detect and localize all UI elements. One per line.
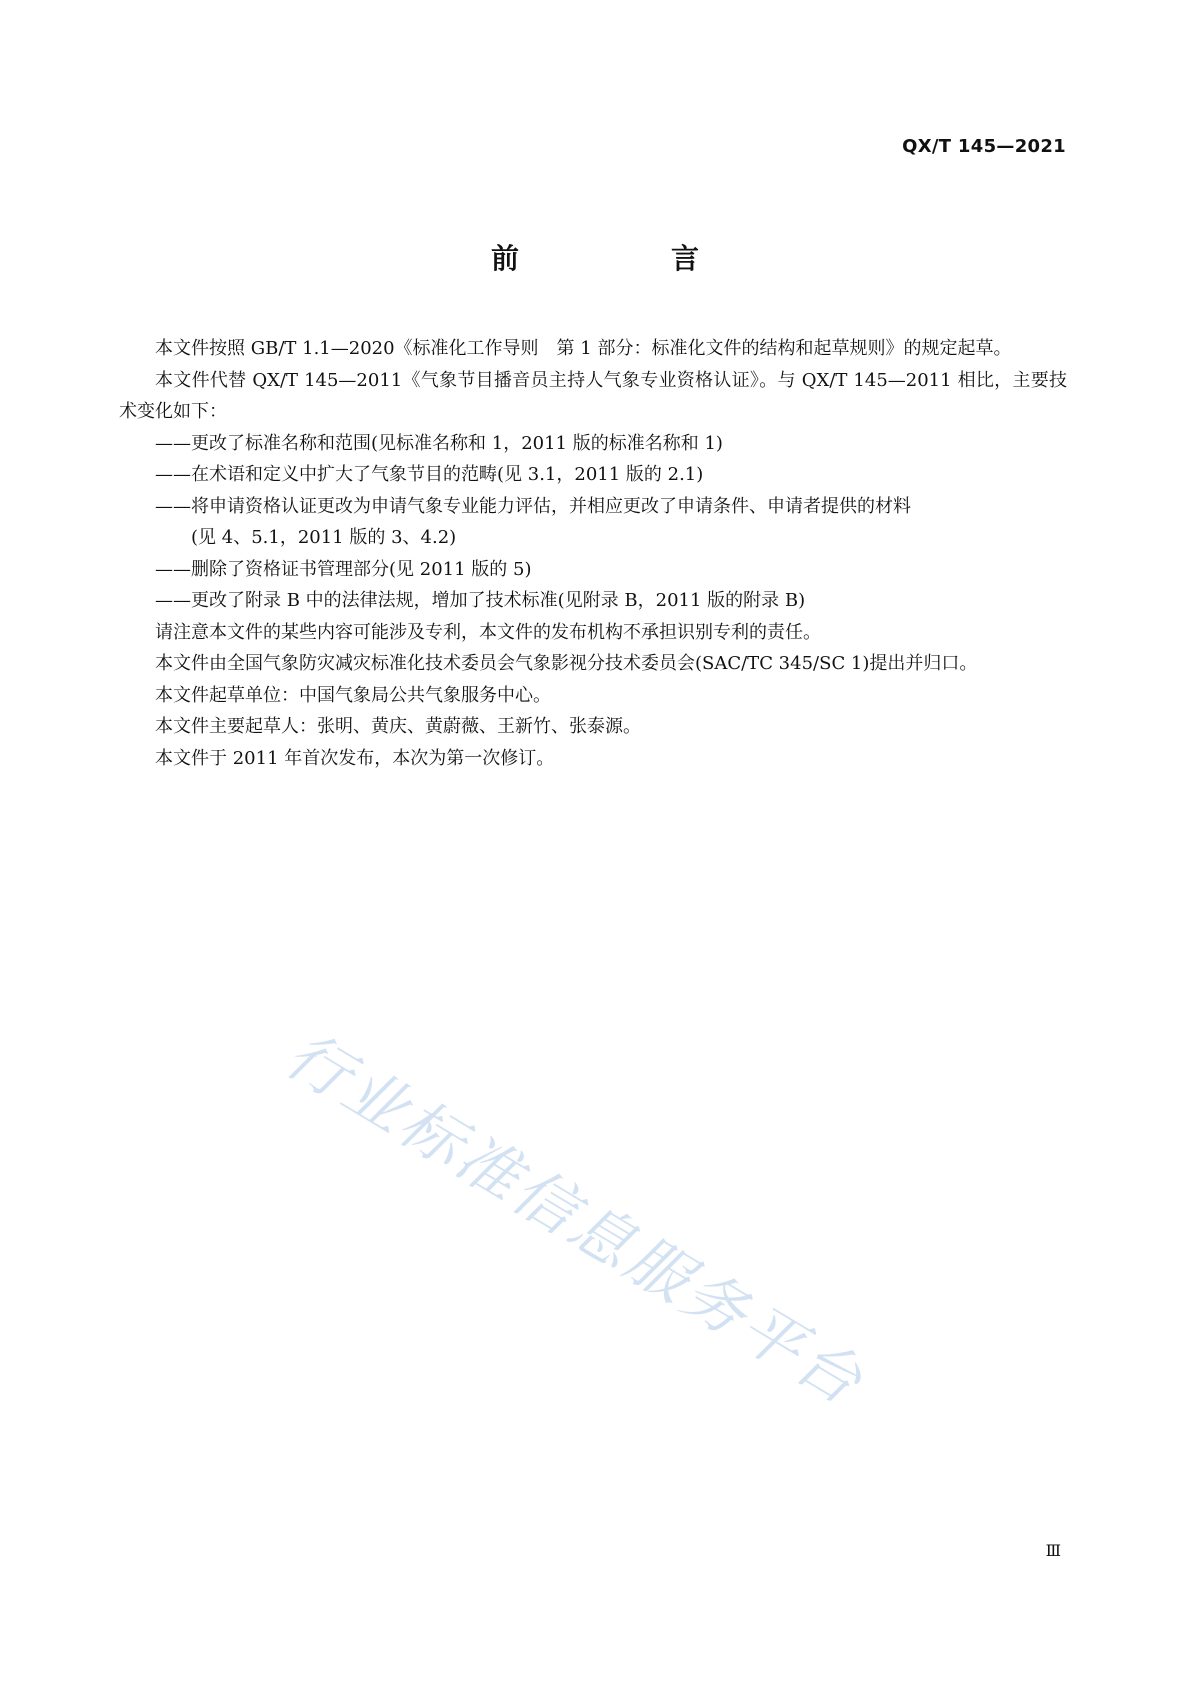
paragraph-drafting-rules: 本文件按照 GB/T 1.1—2020《标准化工作导则 第 1 部分：标准化文件的结构和起草规则》的规定起草。 bbox=[155, 338, 1012, 359]
list-item bbox=[119, 428, 1067, 460]
list-item bbox=[119, 554, 1067, 586]
list-dash: —— bbox=[155, 495, 191, 517]
list-item-text: 更改了标准名称和范围(见标准名称和 1，2011 版的标准名称和 1) bbox=[191, 432, 723, 454]
changes-list bbox=[119, 428, 1067, 617]
list-item-text: 删除了资格证书管理部分(见 2011 版的 5) bbox=[191, 558, 532, 580]
list-item bbox=[119, 491, 1067, 554]
watermark: 行业标准信息服务平台 bbox=[273, 1017, 877, 1421]
paragraph-replacement: 本文件代替 QX/T 145—2011《气象节目播音员主持人气象专业资格认证》。与 QX/T 145—2011 相比，主要技术变化如下： bbox=[119, 369, 1067, 422]
list-item-text: 在术语和定义中扩大了气象节目的范畴(见 3.1，2011 版的 2.1) bbox=[191, 464, 704, 485]
list-dash: —— bbox=[155, 590, 191, 611]
paragraph-drafting-unit: 本文件起草单位：中国气象局公共气象服务中心。 bbox=[155, 684, 551, 706]
list-item bbox=[119, 459, 1067, 491]
list-dash: —— bbox=[155, 558, 191, 580]
paragraph-proposer: 本文件由全国气象防灾减灾标准化技术委员会气象影视分技术委员会(SAC/TC 345/SC 1)提出并归口。 bbox=[155, 653, 978, 674]
list-item-text: 更改了附录 B 中的法律法规，增加了技术标准(见附录 B，2011 版的附录 B) bbox=[191, 590, 806, 611]
paragraph-revision-history: 本文件于 2011 年首次发布，本次为第一次修订。 bbox=[155, 747, 555, 769]
list-item bbox=[119, 585, 1067, 617]
page-title: 前 言 bbox=[490, 242, 761, 275]
foreword-body bbox=[119, 333, 1067, 774]
list-item-continuation: (见 4、5.1，2011 版的 3、4.2) bbox=[191, 527, 457, 548]
document-code: QX/T 145—2021 bbox=[902, 136, 1066, 157]
paragraph-patent-notice: 请注意本文件的某些内容可能涉及专利，本文件的发布机构不承担识别专利的责任。 bbox=[155, 621, 821, 643]
list-dash: —— bbox=[155, 464, 191, 485]
page-number: Ⅲ bbox=[1045, 1541, 1060, 1560]
paragraph-drafters: 本文件主要起草人：张明、黄庆、黄蔚薇、王新竹、张泰源。 bbox=[155, 716, 641, 737]
list-item-text: 将申请资格认证更改为申请气象专业能力评估，并相应更改了申请条件、申请者提供的材料 bbox=[191, 495, 911, 517]
list-dash: —— bbox=[155, 432, 191, 454]
